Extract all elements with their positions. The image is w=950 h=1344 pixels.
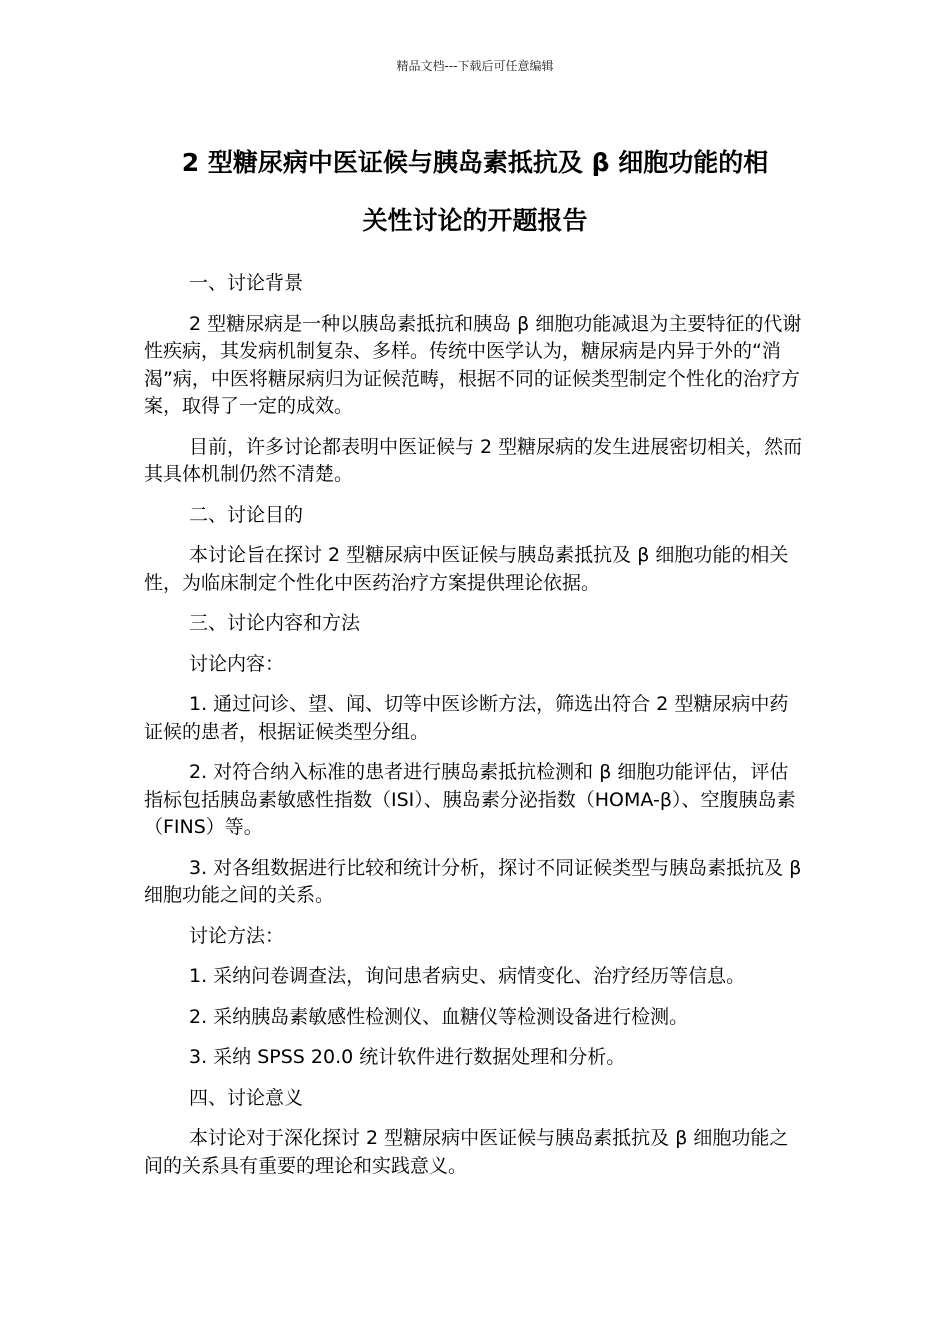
method-item-3: 3. 采纳 SPSS 20.0 统计软件进行数据处理和分析。 [189, 1046, 626, 1068]
subheading-content: 讨论内容： [189, 652, 285, 675]
section-heading-purpose: 二、讨论目的 [189, 503, 304, 526]
paragraph-background-2: 目前，许多讨论都表明中医证候与 2 型糖尿病的发生进展密切相关，然而其具体机制仍然不清楚。 [144, 435, 803, 485]
content-item-2: 2. 对符合纳入标准的患者进行胰岛素抵抗检测和 β 细胞功能评估，评估指标包括胰岛素敏感性指数（ISI）、胰岛素分泌指数（HOMA-β）、空腹胰岛素（FINS）等。 [144, 761, 796, 838]
subheading-methods: 讨论方法： [189, 924, 285, 947]
title-line-2: 关性讨论的开题报告 [362, 206, 588, 235]
header-note: 精品文档---下载后可任意编辑 [396, 59, 554, 73]
paragraph-significance: 本讨论对于深化探讨 2 型糖尿病中医证候与胰岛素抵抗及 β 细胞功能之间的关系具有重要的理论和实践意义。 [144, 1127, 789, 1177]
paragraph-purpose: 本讨论旨在探讨 2 型糖尿病中医证候与胰岛素抵抗及 β 细胞功能的相关性，为临床制定个性化中医药治疗方案提供理论依据。 [144, 544, 789, 594]
section-heading-content-methods: 三、讨论内容和方法 [189, 612, 361, 634]
content-item-3: 3. 对各组数据进行比较和统计分析，探讨不同证候类型与胰岛素抵抗及 β 细胞功能之间的关系。 [144, 856, 802, 906]
method-item-2: 2. 采纳胰岛素敏感性检测仪、血糖仪等检测设备进行检测。 [189, 1005, 689, 1028]
title-line-1: 2 型糖尿病中医证候与胰岛素抵抗及 β 细胞功能的相 [181, 148, 769, 177]
document-title [110, 134, 840, 250]
paragraph-background-1: 2 型糖尿病是一种以胰岛素抵抗和胰岛 β 细胞功能减退为主要特征的代谢性疾病，其发病机制复杂、多样。传统中医学认为，糖尿病是内异于外的“消渴”病，中医将糖尿病归为证候范畴，根据不同的证候类型制定个性化的治疗方案，取得了一定的成效。 [144, 312, 802, 417]
section-heading-significance: 四、讨论意义 [189, 1086, 304, 1109]
content-item-1: 1. 通过问诊、望、闻、切等中医诊断方法，筛选出符合 2 型糖尿病中药证候的患者，根据证候类型分组。 [144, 693, 789, 743]
document-body [144, 270, 804, 1193]
method-item-1: 1. 采纳问卷调查法，询问患者病史、病情变化、治疗经历等信息。 [189, 965, 746, 987]
section-heading-background: 一、讨论背景 [189, 272, 304, 294]
